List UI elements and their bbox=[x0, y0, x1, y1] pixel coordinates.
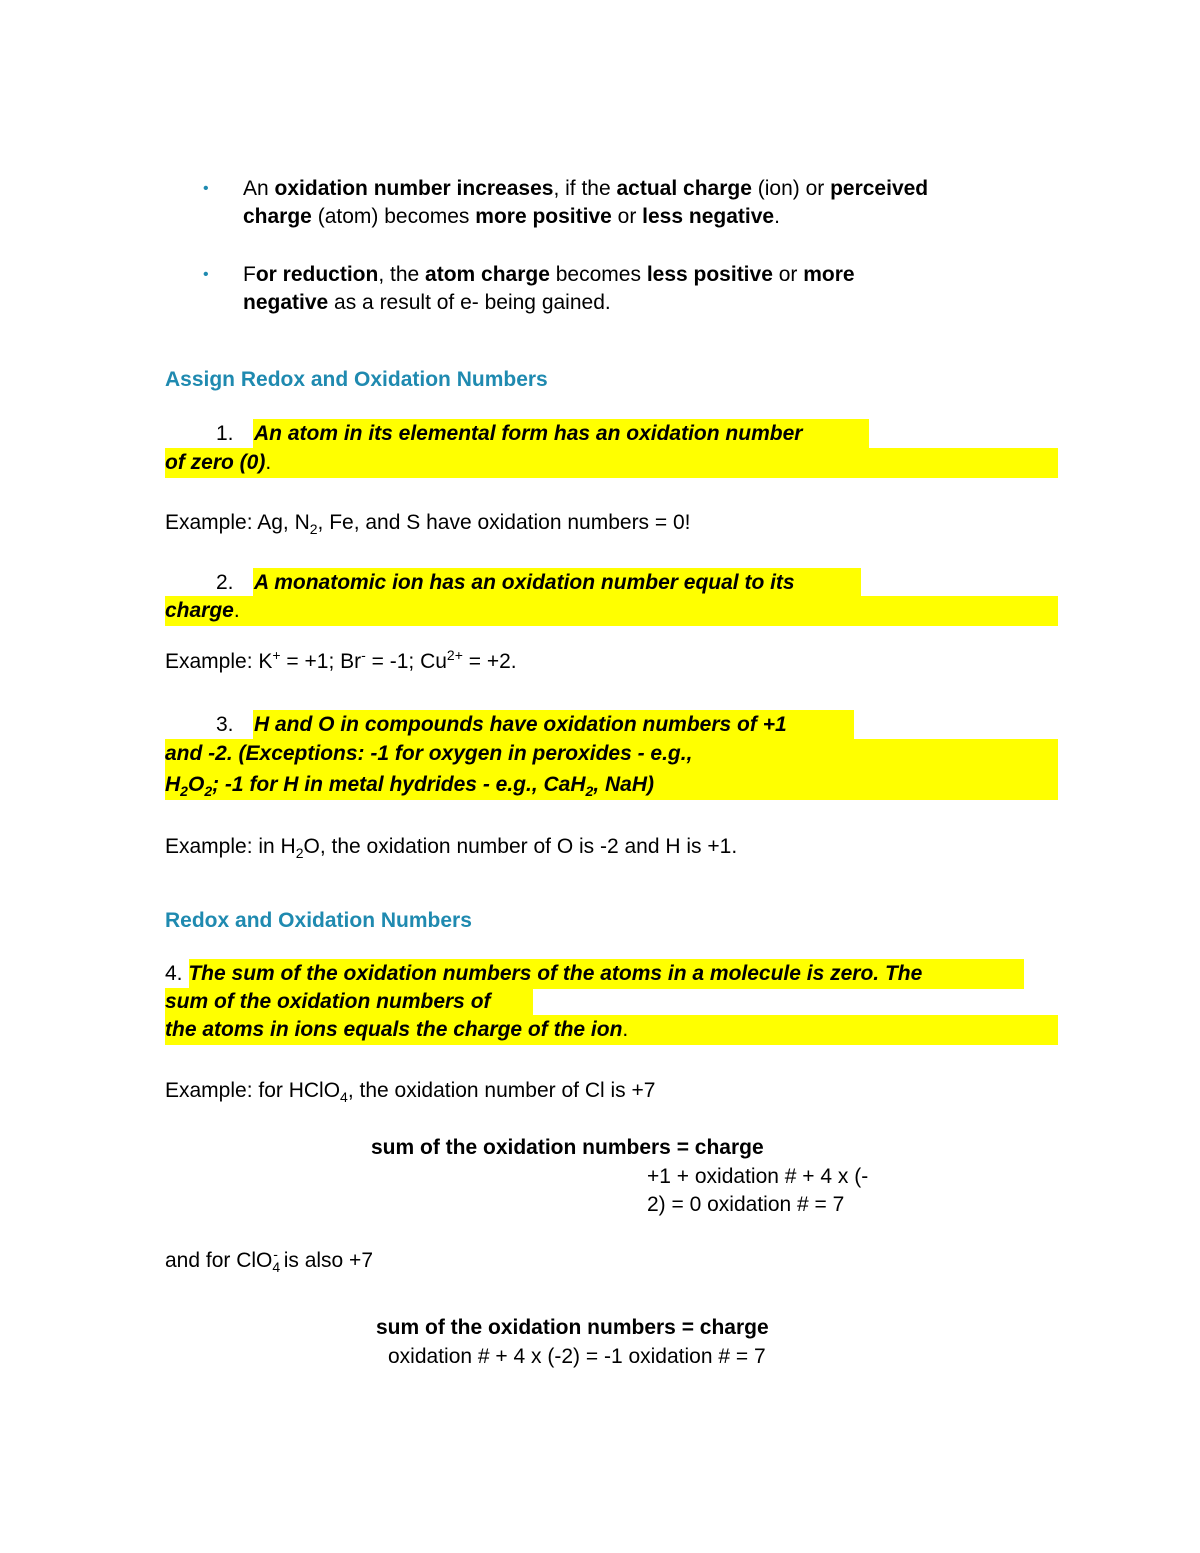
rule-4-line-2: sum of the oxidation numbers of bbox=[165, 990, 491, 1013]
formula-2-title: sum of the oxidation numbers = charge bbox=[376, 1316, 769, 1339]
example-4: Example: for HClO$_4$, the oxidation number of Cl is +7 bbox=[165, 1079, 656, 1106]
formula-2-line-1: oxidation # + 4 x (-2) = -1 oxidation # = 7 bbox=[388, 1345, 766, 1368]
example-5: and for ClO$_4$- is also +7 bbox=[165, 1246, 373, 1276]
formula-1-title: sum of the oxidation numbers = charge bbox=[371, 1136, 764, 1159]
bullet-2-line-1: For reduction, the atom charge becomes less positive or more bbox=[243, 263, 855, 286]
bullet-icon: • bbox=[203, 266, 209, 283]
rule-1-line-2: of zero (0). bbox=[165, 451, 272, 474]
section-heading-redox: Redox and Oxidation Numbers bbox=[165, 909, 472, 932]
example-2: Example: K+ = +1; Br- = -1; $Cu^{2+} = +2$. bbox=[165, 647, 517, 673]
bullet-1-line-2: charge (atom) becomes more positive or less negative. bbox=[243, 205, 780, 228]
example-1: Example: Ag, $N_2$, Fe, and S have oxidation numbers = 0! bbox=[165, 511, 691, 538]
rule-3-line-2: and -2. (Exceptions: -1 for oxygen in peroxides - e.g., bbox=[165, 742, 693, 765]
highlight bbox=[165, 596, 1058, 626]
rule-3-line-3: $H_2O_2$; -1 for H in metal hydrides - e.g., CaH$_2$, NaH) bbox=[165, 773, 654, 800]
rule-2-number: 2. bbox=[216, 571, 234, 594]
rule-4-line-3: the atoms in ions equals the charge of the ion. bbox=[165, 1018, 629, 1041]
example-3: Example: in $H_2O$, the oxidation number of O is -2 and H is +1. bbox=[165, 835, 738, 862]
rule-1-line-1: An atom in its elemental form has an oxidation number bbox=[254, 422, 803, 445]
highlight bbox=[165, 448, 1058, 478]
rule-3-number: 3. bbox=[216, 713, 234, 736]
rule-2-line-2: charge. bbox=[165, 599, 240, 622]
rule-3-line-1: H and O in compounds have oxidation numbers of +1 bbox=[254, 713, 787, 736]
section-heading-assign: Assign Redox and Oxidation Numbers bbox=[165, 368, 548, 391]
formula-1-line-1: +1 + oxidation # + 4 x (- bbox=[647, 1165, 869, 1188]
formula-1-line-2: 2) = 0 oxidation # = 7 bbox=[647, 1193, 845, 1216]
bullet-1-line-1: An oxidation number increases, if the actual charge (ion) or perceived bbox=[243, 177, 929, 200]
bullet-2-line-2: negative as a result of e- being gained. bbox=[243, 291, 611, 314]
rule-4-line-1: 4. The sum of the oxidation numbers of the atoms in a molecule is zero. The bbox=[165, 962, 923, 985]
rule-2-line-1: A monatomic ion has an oxidation number equal to its bbox=[254, 571, 795, 594]
bullet-icon: • bbox=[203, 180, 209, 197]
rule-1-number: 1. bbox=[216, 422, 234, 445]
